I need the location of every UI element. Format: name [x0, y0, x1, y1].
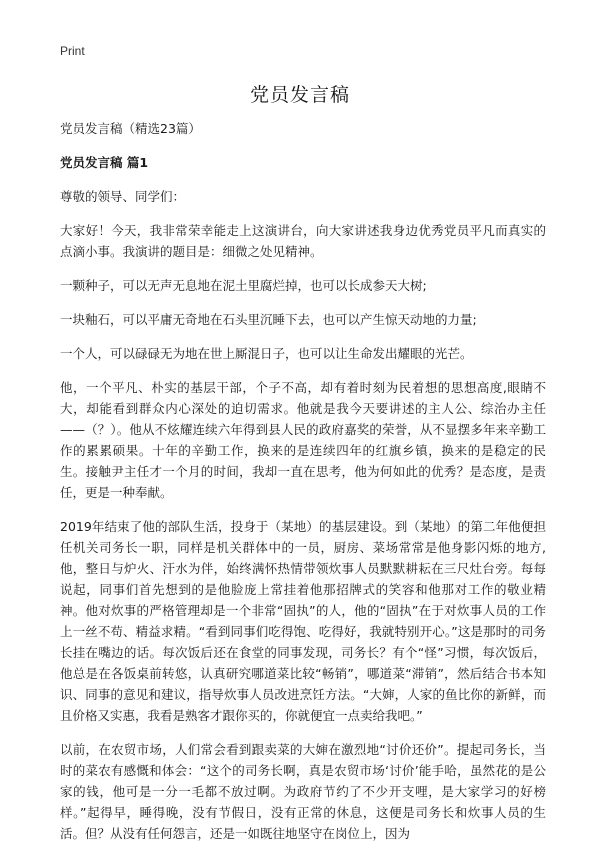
greeting-paragraph: 尊敬的领导、同学们： — [60, 189, 186, 204]
intro-paragraph: 大家好！今天，我非常荣幸能走上这演讲台，向大家讲述我身边优秀党员平凡而真实的点滴小事。我演讲的题目是：细微之处见精神。 — [60, 223, 546, 259]
document-title: 党员发言稿 — [249, 84, 350, 106]
market-paragraph: 以前，在农贸市场，人们常会看到跟卖菜的大婶在激烈地“讨价还价”。提起司务长，当时的菜农有感慨和体会：“这个的司务长啊，真是农贸市场‘讨价’能手哈，虽然花的是公家的钱，他可是一分一毛都不放过啊。为政府节约了不少开支哩，是大家学习的好榜样。”起得早，睡得晚，没有节假日，没有正常的休息，这便是司务长和炊事人员的生活。但？从没有任何怨言，还是一如既往地坚守在岗位上，因为 — [60, 742, 546, 841]
person-paragraph: 一个人，可以碌碌无为地在世上厮混日子，也可以让生命发出耀眼的光芒。 — [60, 346, 473, 361]
stone-paragraph: 一块釉石，可以平庸无奇地在石头里沉睡下去，也可以产生惊天动地的力量; — [60, 312, 477, 327]
seed-paragraph: 一颗种子，可以无声无息地在泥土里腐烂掉，也可以长成参天大树; — [60, 278, 427, 293]
career-paragraph: 2019年结束了他的部队生活，投身于（某地）的基层建设。到（某地）的第二年他便担任机关司务长一职，同样是机关群体中的一员，厨房、菜场常常是他身影闪烁的地方,他，整日与炉火、汗水为伴，始终满怀热情带领炊事人员默默耕耘在三尺灶台旁。每每说起，同事们首先想到的是他脸庞上常挂着他那招牌式的笑容和他那对工作的敬业精神。他对炊事的严格管理却是一个非常“固执”的人，他的“固执”在于对炊事人员的工作上一丝不苟、精益求精。“看到同事们吃得饱、吃得好，我就特别开心。”这是那时的司务长挂在嘴边的话。每次饭后还在食堂的同事发现，司务长？有个“怪”习惯，每次饭后，他总是在各饭桌前转悠，认真研究哪道菜比较“畅销”，哪道菜“滞销”，然后结合书本知识、同事的意见和建议，指导炊事人员改进烹饪方法。“大婶，人家的鱼比你的新鲜，而且价格又实惠，我看是熟客才跟你买的，你就便宜一点卖给我吧。” — [60, 519, 546, 723]
document-body — [60, 118, 546, 857]
print-label: Print — [60, 44, 85, 58]
protagonist-paragraph: 他，一个平凡、朴实的基层干部，个子不高，却有着时刻为民着想的思想高度,眼睛不大，却能看到群众内心深处的迫切需求。他就是我今天要讲述的主人公、综治办主任——（？）。他从不炫耀连续六年得到县人民的政府嘉奖的荣誉，从不显摆多年来辛勤工作的累累硕果。十年的辛勤工作，换来的是连续四年的红旗乡镇，换来的是稳定的民生。接触尹主任才一个月的时间，我却一直在思考，他为何如此的优秀？是态度，是责任，更是一种奉献。 — [60, 380, 546, 500]
section-heading: 党员发言稿 篇1 — [60, 155, 149, 170]
document-subtitle: 党员发言稿（精选23篇） — [60, 121, 201, 136]
